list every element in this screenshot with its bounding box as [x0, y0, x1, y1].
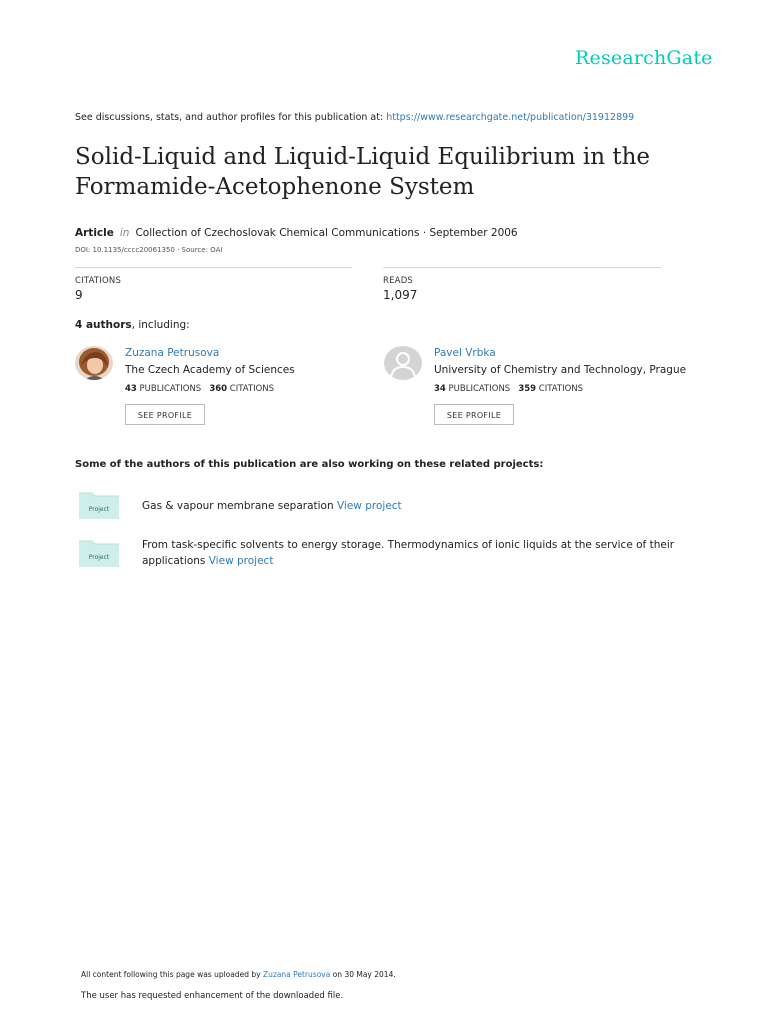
project-title: From task-specific solvents to energy storage. Thermodynamics of ionic liquids at the service of their applications — [142, 539, 675, 567]
citations-divider — [75, 267, 352, 268]
author-institution: The Czech Academy of Sciences — [125, 364, 295, 376]
publication-title: Solid-Liquid and Liquid-Liquid Equilibrium in the Formamide-Acetophenone System — [75, 144, 651, 200]
discussion-line — [75, 112, 634, 123]
journal-info: Collection of Czechoslovak Chemical Communications · September 2006 — [135, 227, 518, 239]
upload-prefix: All content following this page was uploaded by — [81, 970, 263, 979]
author-stats — [434, 384, 583, 394]
project-icon[interactable] — [78, 490, 120, 524]
author-institution: University of Chemistry and Technology, Prague — [434, 364, 687, 376]
publication-meta — [75, 227, 518, 239]
publication-type: Article — [75, 227, 114, 239]
citations-label: CITATIONS — [75, 276, 122, 286]
authors-count: 4 authors — [75, 319, 132, 331]
doi-source: DOI: 10.1135/cccc20061350 · Source: OAI — [75, 246, 223, 254]
project-icon-label: Project — [88, 506, 110, 513]
author-name-link[interactable]: Zuzana Petrusova — [125, 347, 220, 359]
author-citations-count: 360 — [209, 384, 228, 394]
upload-notice — [81, 970, 396, 979]
reads-label: READS — [383, 276, 414, 286]
author-publications-count: 43 — [125, 384, 137, 394]
author-citations-label: CITATIONS — [538, 384, 584, 394]
avatar[interactable] — [75, 346, 113, 380]
author-publications-label: PUBLICATIONS — [448, 384, 511, 394]
author-citations-count: 359 — [518, 384, 537, 394]
project-icon-label: Project — [88, 554, 110, 561]
uploader-link[interactable]: Zuzana Petrusova — [262, 970, 331, 979]
see-profile-button[interactable]: SEE PROFILE — [125, 404, 205, 425]
researchgate-logo: ResearchGate — [575, 47, 713, 69]
avatar[interactable] — [384, 346, 422, 380]
author-stats — [125, 384, 274, 394]
project-icon[interactable] — [78, 538, 120, 572]
authors-heading — [75, 319, 190, 331]
publication-url-link[interactable]: https://www.researchgate.net/publication/31912899 — [386, 112, 635, 123]
folder-icon — [78, 538, 120, 568]
author-photo-icon — [75, 346, 113, 380]
author-publications-label: PUBLICATIONS — [139, 384, 202, 394]
author-citations-label: CITATIONS — [229, 384, 275, 394]
related-projects-heading: Some of the authors of this publication are also working on these related projects: — [75, 459, 544, 470]
in-label: in — [119, 227, 130, 239]
see-profile-button[interactable]: SEE PROFILE — [434, 404, 514, 425]
folder-icon — [78, 490, 120, 520]
upload-suffix: on 30 May 2014. — [330, 970, 396, 979]
citations-value: 9 — [75, 288, 83, 302]
view-project-link[interactable]: View project — [336, 500, 402, 512]
project-item — [142, 498, 682, 514]
enhancement-notice: The user has requested enhancement of the downloaded file. — [81, 991, 344, 1001]
default-avatar-icon — [384, 346, 422, 380]
reads-value: 1,097 — [383, 288, 418, 302]
view-project-link[interactable]: View project — [208, 555, 274, 567]
project-item — [142, 537, 682, 569]
discussion-text: See discussions, stats, and author profiles for this publication at: — [75, 112, 387, 123]
reads-divider — [383, 267, 661, 268]
authors-suffix: , including: — [131, 319, 190, 331]
project-title: Gas & vapour membrane separation — [142, 500, 337, 512]
author-name-link[interactable]: Pavel Vrbka — [434, 347, 496, 359]
author-publications-count: 34 — [434, 384, 446, 394]
